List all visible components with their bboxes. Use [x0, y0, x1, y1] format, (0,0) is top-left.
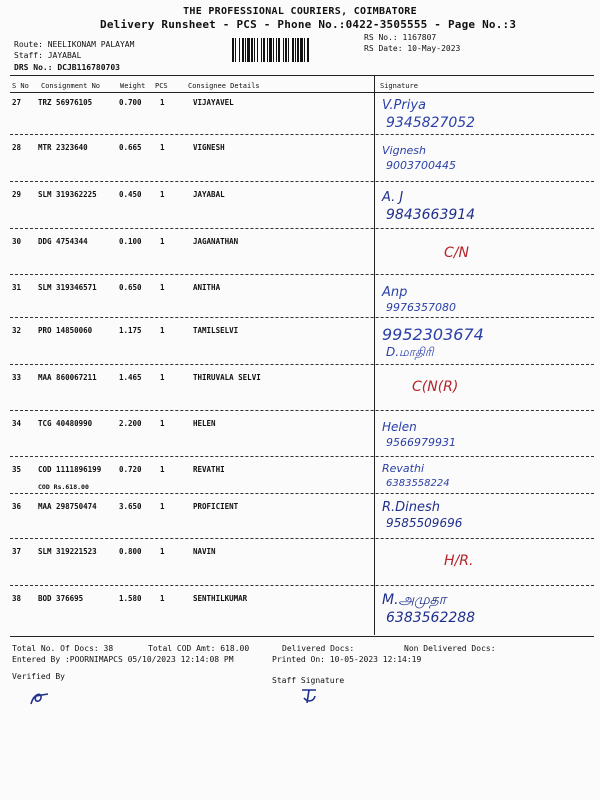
table-top-border — [10, 75, 594, 76]
row-separator — [10, 181, 594, 182]
col-header-pcs: PCS — [155, 82, 168, 90]
row-sno: 37 — [12, 547, 22, 556]
signature-line-2: 9345827052 — [386, 115, 476, 131]
verified-signature-scribble — [28, 690, 52, 708]
col-header-weight: Weight — [120, 82, 146, 90]
row-consignment-no: MAA 298750474 — [38, 502, 97, 511]
row-signature — [378, 277, 593, 319]
row-signature — [378, 320, 593, 362]
signature-line-1: Vignesh — [382, 144, 427, 157]
row-sno: 35 — [12, 465, 22, 474]
row-sno: 34 — [12, 419, 22, 428]
row-pcs: 1 — [160, 190, 165, 199]
row-separator — [10, 456, 594, 457]
col-header-signature: Signature — [380, 82, 418, 90]
row-weight: 0.650 — [119, 283, 142, 292]
signature-line-2: 6383558224 — [386, 478, 450, 489]
row-consignee: VIGNESH — [193, 143, 225, 152]
drs-value: DCJB116780703 — [57, 63, 120, 72]
signature-line-1: Helen — [382, 420, 417, 434]
printed-on: Printed On: 10-05-2023 12:14:19 — [272, 655, 422, 664]
row-consignment-no: PRO 14850060 — [38, 326, 93, 335]
company-title: THE PROFESSIONAL COURIERS, COIMBATORE — [183, 6, 417, 17]
row-consignment-no: TCG 40480990 — [38, 419, 93, 428]
signature-line-1: R.Dinesh — [382, 500, 441, 515]
row-separator — [10, 134, 594, 135]
row-consignee: TAMILSELVI — [193, 326, 239, 335]
row-consignment-no: MAA 860067211 — [38, 373, 97, 382]
signature-line-2: 9843663914 — [386, 207, 476, 223]
row-sno: 29 — [12, 190, 22, 199]
signature-line-1: Anp — [382, 285, 408, 300]
row-consignee: HELEN — [193, 419, 216, 428]
row-pcs: 1 — [160, 326, 165, 335]
row-weight: 2.200 — [119, 419, 142, 428]
row-sno: 38 — [12, 594, 22, 603]
barcode — [232, 38, 356, 62]
staff-label: Staff: JAYABAL — [14, 51, 82, 60]
row-consignment-no: TRZ 56976105 — [38, 98, 93, 107]
row-signature — [378, 459, 593, 501]
row-signature — [440, 231, 600, 273]
delivered-docs: Delivered Docs: — [282, 644, 355, 653]
row-pcs: 1 — [160, 283, 165, 292]
row-weight: 0.700 — [119, 98, 142, 107]
row-signature — [378, 496, 593, 538]
row-separator — [10, 364, 594, 365]
row-pcs: 1 — [160, 237, 165, 246]
drs-number — [14, 63, 120, 72]
staff-signature-scribble — [298, 685, 322, 707]
col-header-consignment: Consignment No — [41, 82, 101, 90]
row-separator — [10, 493, 594, 494]
row-signature — [408, 367, 600, 409]
row-consignment-no: BOD 376695 — [38, 594, 84, 603]
table-bottom-border — [10, 636, 594, 637]
row-weight: 0.665 — [119, 143, 142, 152]
total-cod: Total COD Amt: 618.00 — [148, 644, 250, 653]
signature-line-2: 9566979931 — [386, 436, 456, 449]
route-label: Route: NEELIKONAM PALAYAM — [14, 40, 135, 49]
row-weight: 1.580 — [119, 594, 142, 603]
row-separator — [10, 274, 594, 275]
row-separator — [10, 410, 594, 411]
row-cod-note: COD Rs.618.00 — [38, 483, 89, 491]
row-pcs: 1 — [160, 143, 165, 152]
row-signature — [440, 541, 600, 583]
row-pcs: 1 — [160, 373, 165, 382]
row-weight: 0.450 — [119, 190, 142, 199]
row-consignee: REVATHI — [193, 465, 225, 474]
signature-line-2: 9003700445 — [386, 159, 456, 172]
signature-line-1: H/R. — [444, 553, 474, 569]
signature-line-2: 9585509696 — [386, 516, 463, 530]
row-weight: 1.175 — [119, 326, 142, 335]
row-signature — [378, 184, 593, 226]
row-weight: 0.800 — [119, 547, 142, 556]
row-signature — [378, 137, 593, 179]
row-signature — [378, 92, 593, 134]
row-pcs: 1 — [160, 98, 165, 107]
row-pcs: 1 — [160, 465, 165, 474]
row-weight: 3.650 — [119, 502, 142, 511]
signature-line-1: C(N(R) — [412, 379, 459, 395]
signature-line-2: D.மாதிரி — [386, 345, 434, 359]
non-delivered-docs: Non Delivered Docs: — [404, 644, 496, 653]
row-signature — [378, 413, 593, 455]
row-consignee: VIJAYAVEL — [193, 98, 234, 107]
row-consignment-no: SLM 319221523 — [38, 547, 97, 556]
verified-by-label: Verified By — [12, 672, 65, 681]
signature-line-1: 9952303674 — [382, 325, 484, 344]
signature-line-1: Revathi — [382, 462, 425, 475]
rs-number: RS No.: 1167807 — [364, 33, 437, 42]
row-consignment-no: COD 1111896199 — [38, 465, 102, 474]
row-consignee: SENTHILKUMAR — [193, 594, 248, 603]
row-pcs: 1 — [160, 547, 165, 556]
col-header-consignee: Consignee Details — [188, 82, 260, 90]
entered-by: Entered By :POORNIMAPCS 05/10/2023 12:14:08 PM — [12, 655, 234, 664]
total-docs: Total No. Of Docs: 38 — [12, 644, 114, 653]
row-separator — [10, 585, 594, 586]
row-consignee: ANITHA — [193, 283, 221, 292]
signature-line-1: C/N — [444, 245, 469, 261]
row-consignee: JAGANATHAN — [193, 237, 239, 246]
row-weight: 1.465 — [119, 373, 142, 382]
row-sno: 36 — [12, 502, 22, 511]
row-pcs: 1 — [160, 502, 165, 511]
row-separator — [10, 538, 594, 539]
row-weight: 0.720 — [119, 465, 142, 474]
row-weight: 0.100 — [119, 237, 142, 246]
row-sno: 27 — [12, 98, 22, 107]
signature-line-2: 9976357080 — [386, 301, 456, 314]
staff-signature-label: Staff Signature — [272, 676, 345, 685]
signature-line-1: V.Priya — [382, 98, 426, 113]
drs-label: DRS No.: — [14, 63, 53, 72]
row-consignee: PROFICIENT — [193, 502, 239, 511]
row-separator — [10, 228, 594, 229]
signature-column-divider — [374, 75, 375, 635]
row-consignee: THIRUVALA SELVI — [193, 373, 261, 382]
col-header-sno: S No — [12, 82, 29, 90]
signature-line-1: M.அமுதா — [382, 592, 447, 608]
runsheet-title: Delivery Runsheet - PCS - Phone No.:0422-3505555 - Page No.:3 — [100, 18, 517, 31]
signature-line-2: 6383562288 — [386, 610, 476, 626]
row-consignment-no: DDG 4754344 — [38, 237, 88, 246]
row-consignee: JAYABAL — [193, 190, 225, 199]
row-sno: 31 — [12, 283, 22, 292]
row-sno: 32 — [12, 326, 22, 335]
row-consignment-no: SLM 319346571 — [38, 283, 97, 292]
row-pcs: 1 — [160, 419, 165, 428]
row-sno: 28 — [12, 143, 22, 152]
row-consignment-no: SLM 319362225 — [38, 190, 97, 199]
row-separator — [10, 317, 594, 318]
row-pcs: 1 — [160, 594, 165, 603]
row-consignment-no: MTR 2323640 — [38, 143, 88, 152]
row-consignee: NAVIN — [193, 547, 216, 556]
row-sno: 30 — [12, 237, 22, 246]
row-sno: 33 — [12, 373, 22, 382]
rs-date: RS Date: 10-May-2023 — [364, 44, 461, 53]
row-signature — [378, 588, 593, 630]
signature-line-1: A. J — [382, 190, 404, 205]
